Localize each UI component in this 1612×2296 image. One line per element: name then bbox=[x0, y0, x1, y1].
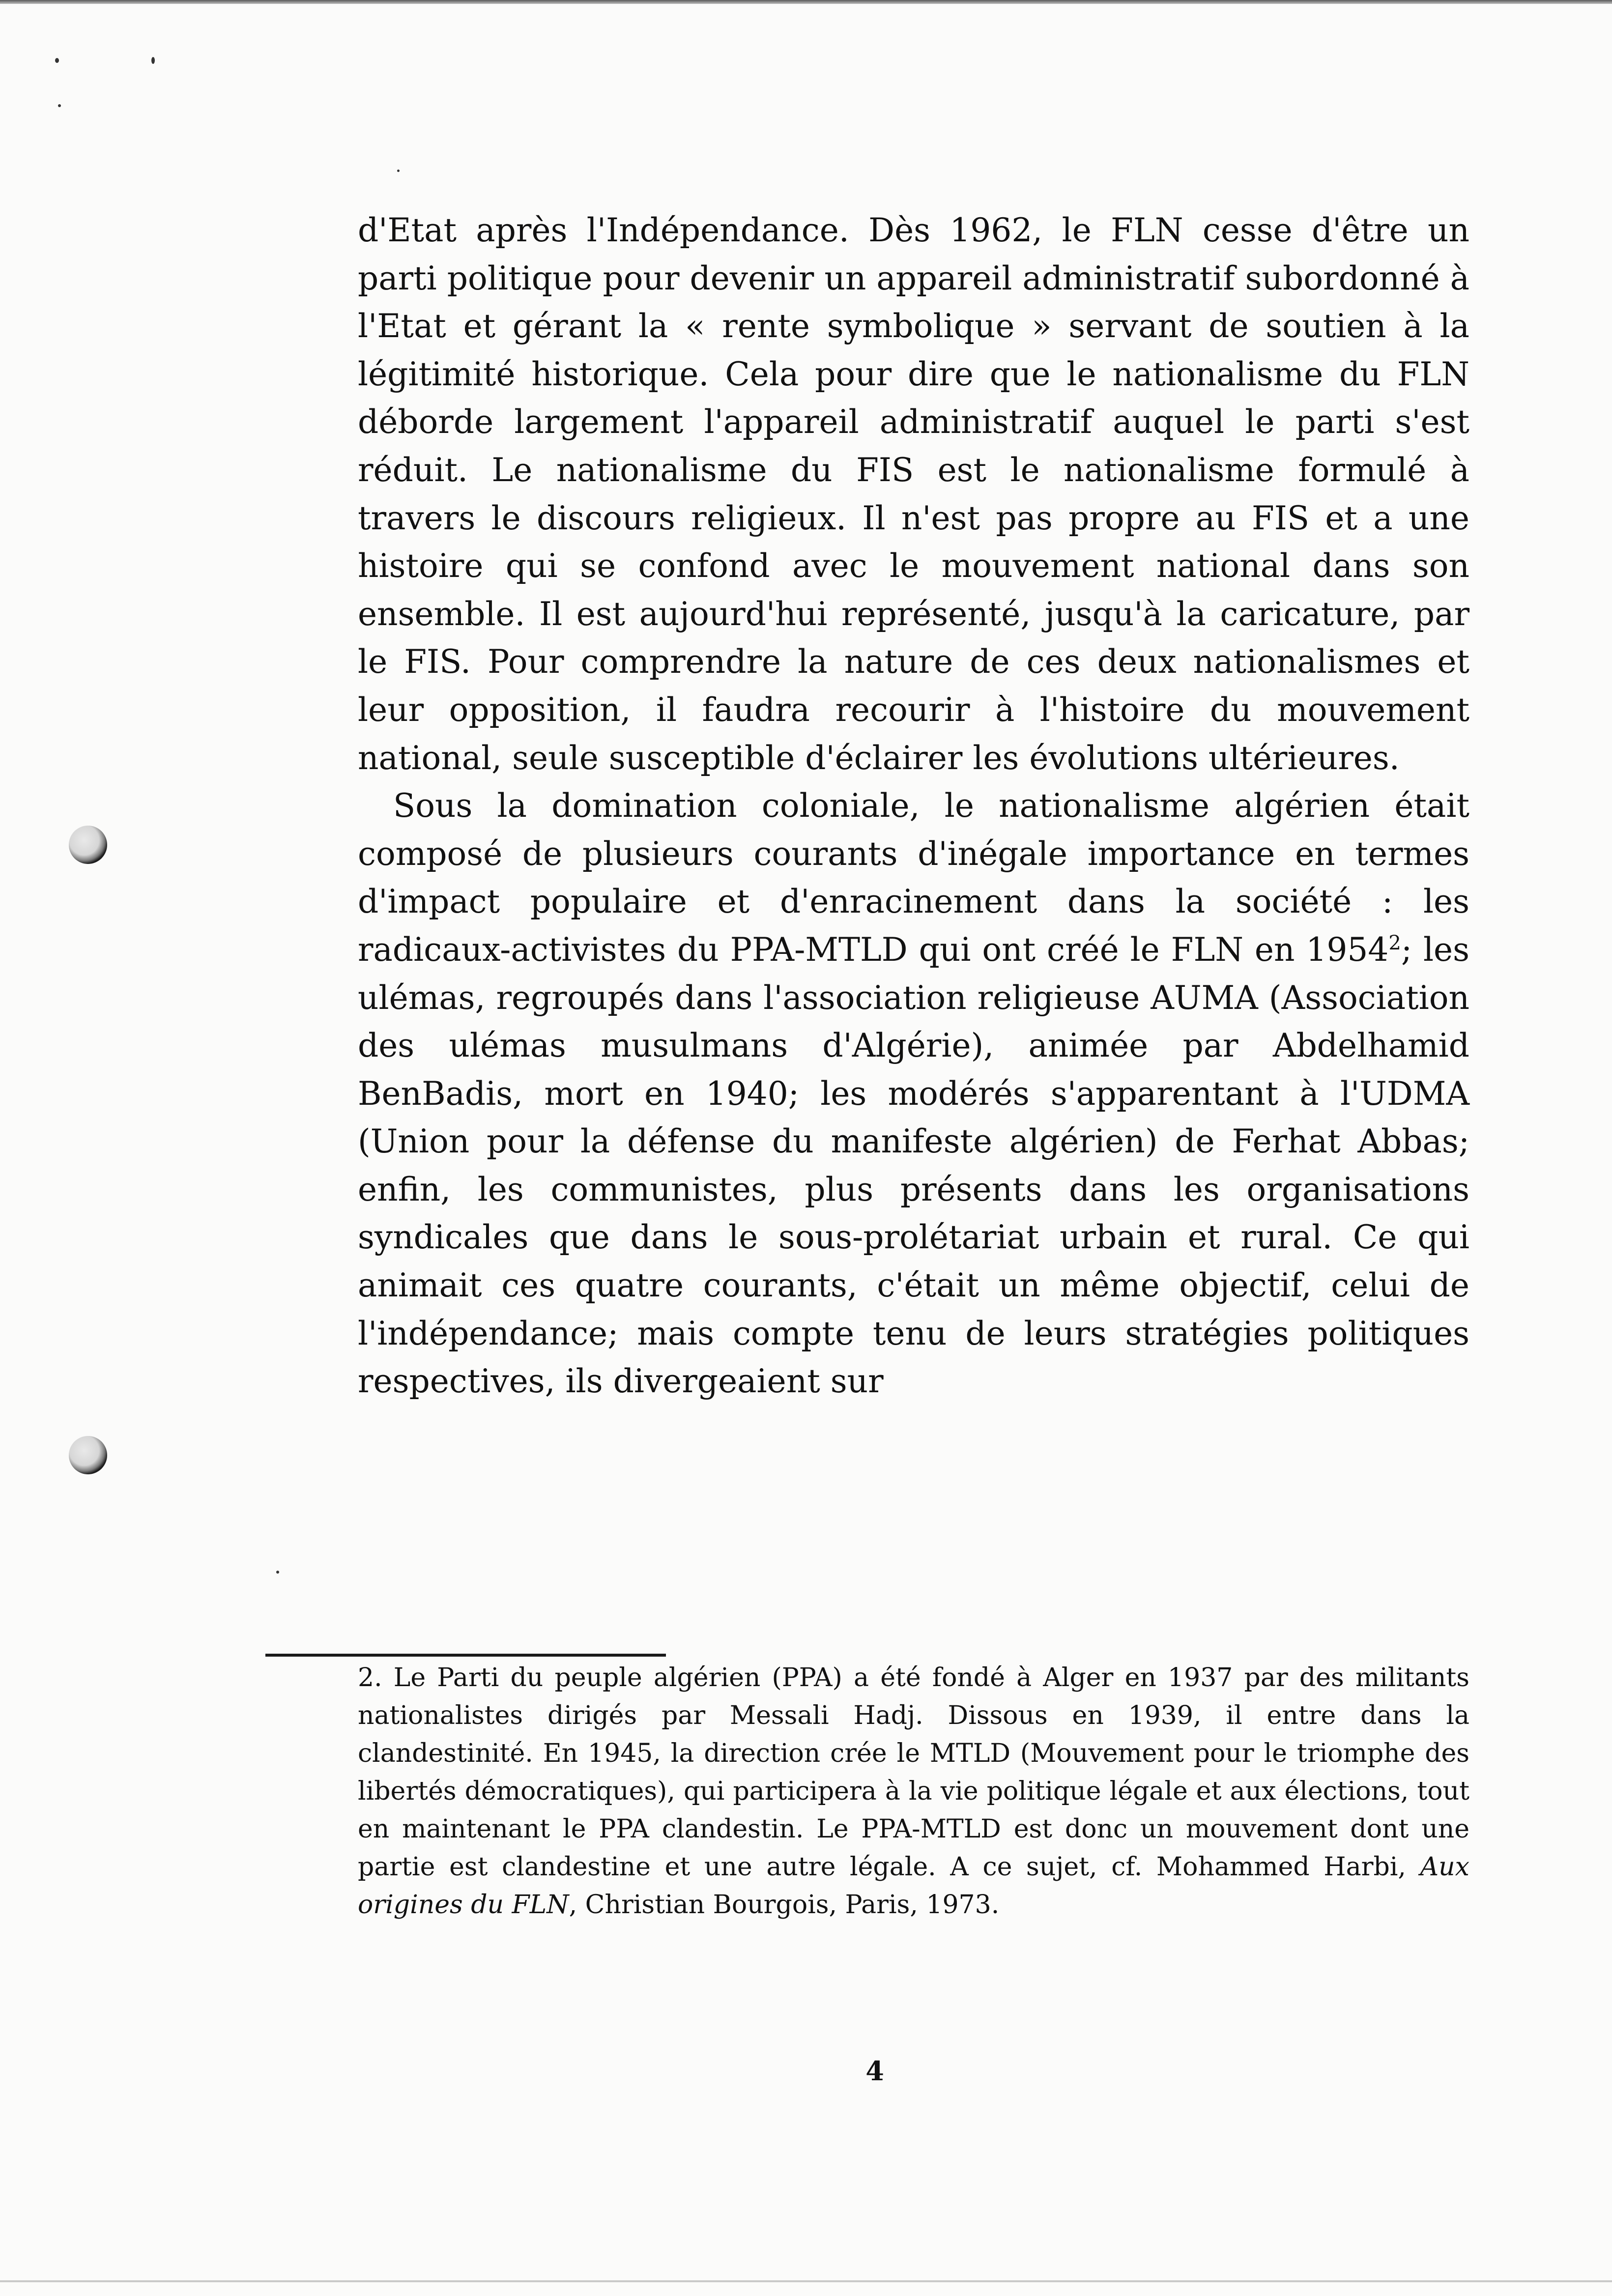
page-number: 4 bbox=[865, 2055, 884, 2087]
scan-speck bbox=[151, 57, 155, 64]
footnote-book-title: Aux origines du FLN bbox=[358, 1852, 1469, 1920]
scan-speck bbox=[55, 58, 59, 63]
scan-speck bbox=[397, 170, 400, 172]
footnote-text-1: 2. Le Parti du peuple algérien (PPA) a été fondé à Alger en 1937 par des militants nationalistes dirigés par Messali Hadj. Dissous en 1939, il entre dans la clandestinité. En 1945, la direction crée le MTLD (Mouvement pour le triomphe des libertés démocratiques), qui participera à la vie politique légale et aux élections, tout en maintenant le PPA clandestin. Le PPA-MTLD est donc un mouvement dont une partie est clandestine et une autre légale. A ce sujet, cf. Mohammed Harbi, bbox=[358, 1663, 1469, 1882]
punch-hole-lower bbox=[69, 1436, 107, 1474]
paragraph-2 bbox=[358, 782, 1469, 1406]
punch-hole-upper bbox=[69, 826, 107, 864]
scan-speck bbox=[276, 1571, 279, 1574]
scan-speck bbox=[58, 104, 61, 107]
scan-bottom-edge bbox=[0, 2280, 1612, 2282]
paragraph-2-part-1: Sous la domination coloniale, le nationalisme algérien était composé de plusieurs courants d'inégale importance en termes d'impact populaire et d'enracinement dans la société : les radicaux-activistes du PPA-MTLD qui ont créé le FLN en 1954 bbox=[358, 787, 1469, 969]
footnote-reference: 2 bbox=[1388, 931, 1401, 954]
paragraph-1: d'Etat après l'Indépendance. Dès 1962, le FLN cesse d'être un parti politique pour devenir un appareil administratif subordonné à l'Etat et gérant la « rente symbolique » servant de soutien à la légitimité historique. Cela pour dire que le nationalisme du FLN déborde largement l'appareil administratif auquel le parti s'est réduit. Le nationalisme du FIS est le nationalisme formulé à travers le discours religieux. Il n'est pas propre au FIS et a une histoire qui se confond avec le mouvement national dans son ensemble. Il est aujourd'hui représenté, jusqu'à la caricature, par le FIS. Pour comprendre la nature de ces deux nationalismes et leur opposition, il faudra recourir à l'histoire du mouvement national, seule susceptible d'éclairer les évolutions ultérieures. bbox=[358, 211, 1469, 777]
main-text bbox=[358, 206, 1469, 1406]
footnote-separator bbox=[265, 1654, 666, 1657]
footnote-2 bbox=[358, 1659, 1469, 1924]
paragraph-2-part-2: ; les ulémas, regroupés dans l'association religieuse AUMA (Association des ulémas musulmans d'Algérie), animée par Abdelhamid BenBadis, mort en 1940; les modérés s'apparentant à l'UDMA (Union pour la défense du manifeste algérien) de Ferhat Abbas; enfin, les communistes, plus présents dans les organisations syndicales que dans le sous-prolétariat urbain et rural. Ce qui animait ces quatre courants, c'était un même objectif, celui de l'indépendance; mais compte tenu de leurs stratégies politiques respectives, ils divergeaient sur bbox=[358, 930, 1469, 1401]
scan-top-edge bbox=[0, 0, 1612, 4]
footnote-text-2: , Christian Bourgois, Paris, 1973. bbox=[569, 1890, 1000, 1920]
